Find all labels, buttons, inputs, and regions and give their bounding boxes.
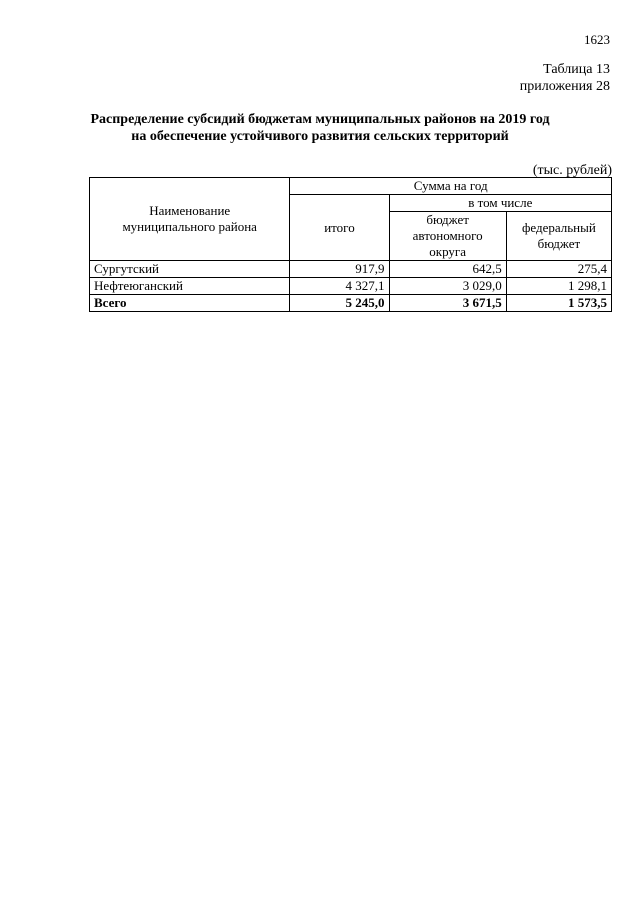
row-federal-budget: 1 298,1 bbox=[506, 278, 611, 295]
header-annual-sum: Сумма на год bbox=[290, 178, 612, 195]
total-row-total: 5 245,0 bbox=[290, 295, 389, 312]
row-total: 4 327,1 bbox=[290, 278, 389, 295]
table-body bbox=[90, 261, 612, 312]
table-total-row bbox=[90, 295, 612, 312]
header-district-name-line-1: Наименование bbox=[149, 203, 231, 218]
header-okrug-budget-line-1: бюджет bbox=[426, 212, 469, 227]
header-including: в том числе bbox=[389, 195, 611, 212]
header-okrug-budget bbox=[389, 212, 506, 261]
table-header bbox=[90, 178, 612, 261]
table-label-appendix: приложения 28 bbox=[519, 79, 610, 94]
header-federal-budget-line-1: федеральный bbox=[521, 220, 596, 235]
total-row-okrug-budget: 3 671,5 bbox=[389, 295, 506, 312]
total-row-label: Всего bbox=[90, 295, 290, 312]
document-title-line-1: Распределение субсидий бюджетам муниципальных районов на 2019 год bbox=[90, 112, 550, 127]
table-row bbox=[90, 261, 612, 278]
row-okrug-budget: 642,5 bbox=[389, 261, 506, 278]
document-title-line-2: на обеспечение устойчивого развития сельских территорий bbox=[131, 129, 509, 144]
total-row-federal-budget: 1 573,5 bbox=[506, 295, 611, 312]
row-okrug-budget: 3 029,0 bbox=[389, 278, 506, 295]
table-label bbox=[520, 61, 610, 95]
header-federal-budget bbox=[506, 212, 611, 261]
header-okrug-budget-line-2: автономного bbox=[412, 228, 483, 243]
row-federal-budget: 275,4 bbox=[506, 261, 611, 278]
header-district-name-line-2: муниципального района bbox=[122, 219, 257, 234]
row-district-name: Сургутский bbox=[90, 261, 290, 278]
units-label: (тыс. рублей) bbox=[532, 163, 612, 178]
header-district-name bbox=[90, 178, 290, 261]
subsidies-table bbox=[89, 177, 612, 312]
table-row bbox=[90, 278, 612, 295]
document-title bbox=[30, 111, 610, 145]
header-okrug-budget-line-3: округа bbox=[429, 244, 467, 259]
header-federal-budget-line-2: бюджет bbox=[537, 236, 581, 251]
table-label-number: Таблица 13 bbox=[543, 62, 610, 77]
header-total: итого bbox=[290, 195, 389, 261]
row-total: 917,9 bbox=[290, 261, 389, 278]
page-number: 1623 bbox=[584, 32, 610, 47]
row-district-name: Нефтеюганский bbox=[90, 278, 290, 295]
